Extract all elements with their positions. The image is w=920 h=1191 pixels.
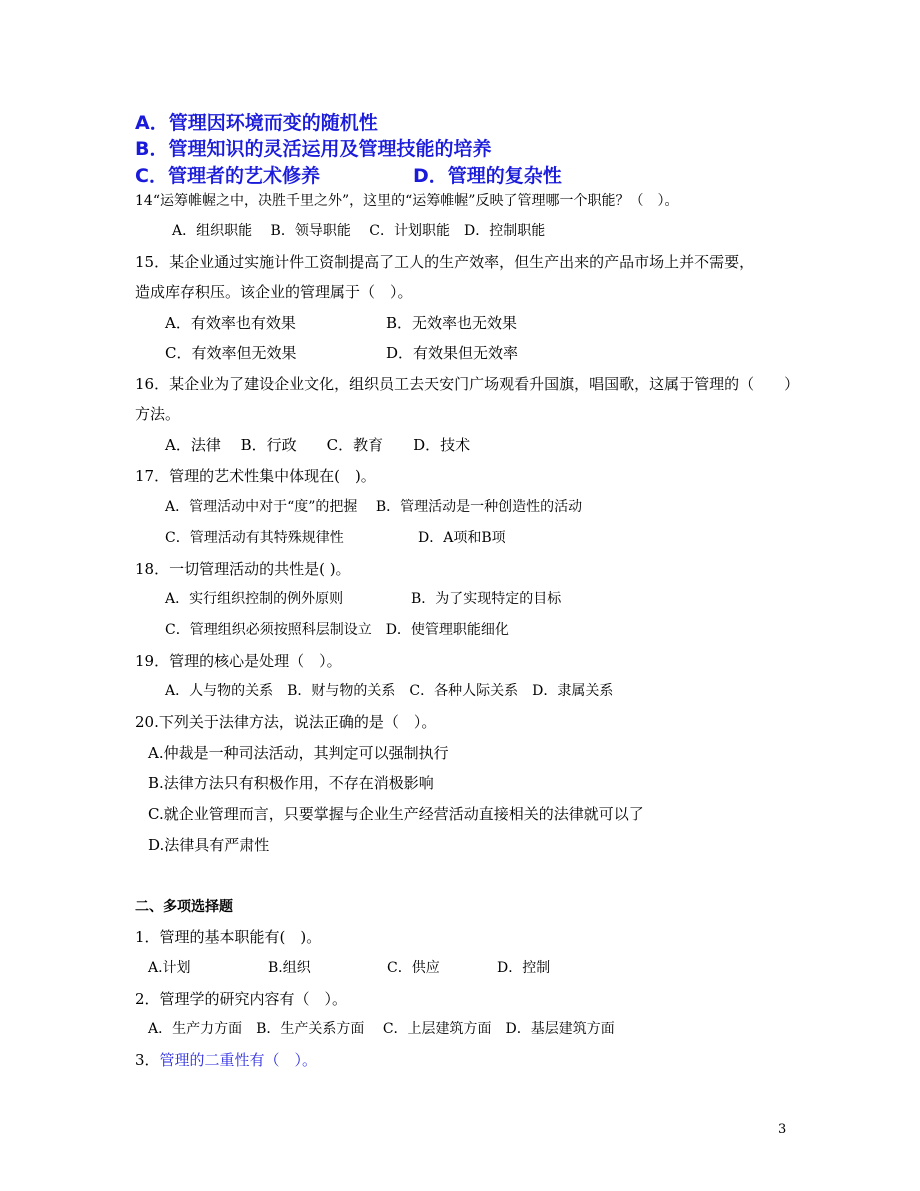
section2-title: 二、多项选择题 [135, 899, 233, 915]
q15-option-d: D．有效果但无效率 [386, 344, 519, 362]
page-number: 3 [778, 1122, 787, 1137]
q16-options: A．法律 B．行政 C．教育 D．技术 [165, 436, 471, 454]
s2-q1-option-d: D．控制 [497, 960, 551, 976]
s2-q2-stem: 2．管理学的研究内容有（ ）。 [135, 990, 348, 1008]
q19-options: A．人与物的关系 B．财与物的关系 C．各种人际关系 D．隶属关系 [165, 683, 614, 699]
q18-options-cd: C．管理组织必须按照科层制设立 D．使管理职能细化 [165, 622, 509, 638]
q15-option-b: B．无效率也无效果 [386, 314, 518, 332]
q15-option-c: C．有效率但无效果 [165, 344, 297, 362]
s2-q1-stem: 1．管理的基本职能有( )。 [135, 928, 322, 946]
option-a-top: A．管理因环境而变的随机性 [135, 112, 378, 134]
s2-q3 [135, 1050, 317, 1070]
q17-option-c: C．管理活动有其特殊规律性 [165, 530, 344, 546]
q17-options-ab: A．管理活动中对于“度”的把握 B．管理活动是一种创造性的活动 [165, 499, 583, 515]
option-c-top: C．管理者的艺术修养 [135, 165, 320, 187]
s2-q3-text: 管理的二重性有（ ）。 [159, 1051, 318, 1069]
q18-option-b: B．为了实现特定的目标 [411, 591, 562, 607]
s2-q1-option-a: A.计划 [148, 960, 191, 976]
q20-option-a: A.仲裁是一种司法活动，其判定可以强制执行 [148, 744, 449, 762]
q14-stem: 14“运筹帷幄之中，决胜千里之外”，这里的“运筹帷幄”反映了管理哪一个职能？（ ）。 [135, 193, 679, 209]
q16-stem-line1: 16．某企业为了建设企业文化，组织员工去天安门广场观看升国旗，唱国歌，这属于管理的（ ） [135, 375, 800, 393]
q17-option-d: D．A项和B项 [418, 530, 506, 546]
q18-option-a: A．实行组织控制的例外原则 [165, 591, 344, 607]
q15-stem-line1: 15．某企业通过实施计件工资制提高了工人的生产效率，但生产出来的产品市场上并不需要， [135, 253, 755, 271]
q14-options: A．组织职能 B．领导职能 C．计划职能 D．控制职能 [172, 223, 546, 239]
s2-q3-number: 3． [135, 1051, 160, 1069]
s2-q1-option-b: B.组织 [268, 960, 311, 976]
q18-stem: 18．一切管理活动的共性是( )。 [135, 560, 351, 578]
q20-option-b: B.法律方法只有积极作用，不存在消极影响 [148, 774, 434, 792]
option-b-top: B．管理知识的灵活运用及管理技能的培养 [135, 138, 492, 160]
s2-q1-option-c: C．供应 [387, 960, 440, 976]
q16-stem-line2: 方法。 [135, 405, 181, 423]
q19-stem: 19．管理的核心是处理（ ）。 [135, 652, 342, 670]
q15-option-a: A．有效率也有效果 [165, 314, 296, 332]
option-d-top: D．管理的复杂性 [413, 165, 562, 187]
q15-stem-line2: 造成库存积压。该企业的管理属于（ ）。 [135, 283, 413, 301]
s2-q2-options: A．生产力方面 B．生产关系方面 C．上层建筑方面 D．基层建筑方面 [148, 1021, 615, 1037]
q20-stem: 20.下列关于法律方法，说法正确的是（ ）。 [135, 713, 437, 731]
q17-stem: 17．管理的艺术性集中体现在( )。 [135, 467, 376, 485]
q20-option-d: D.法律具有严肃性 [148, 836, 270, 854]
q20-option-c: C.就企业管理而言，只要掌握与企业生产经营活动直接相关的法律就可以了 [148, 805, 644, 823]
